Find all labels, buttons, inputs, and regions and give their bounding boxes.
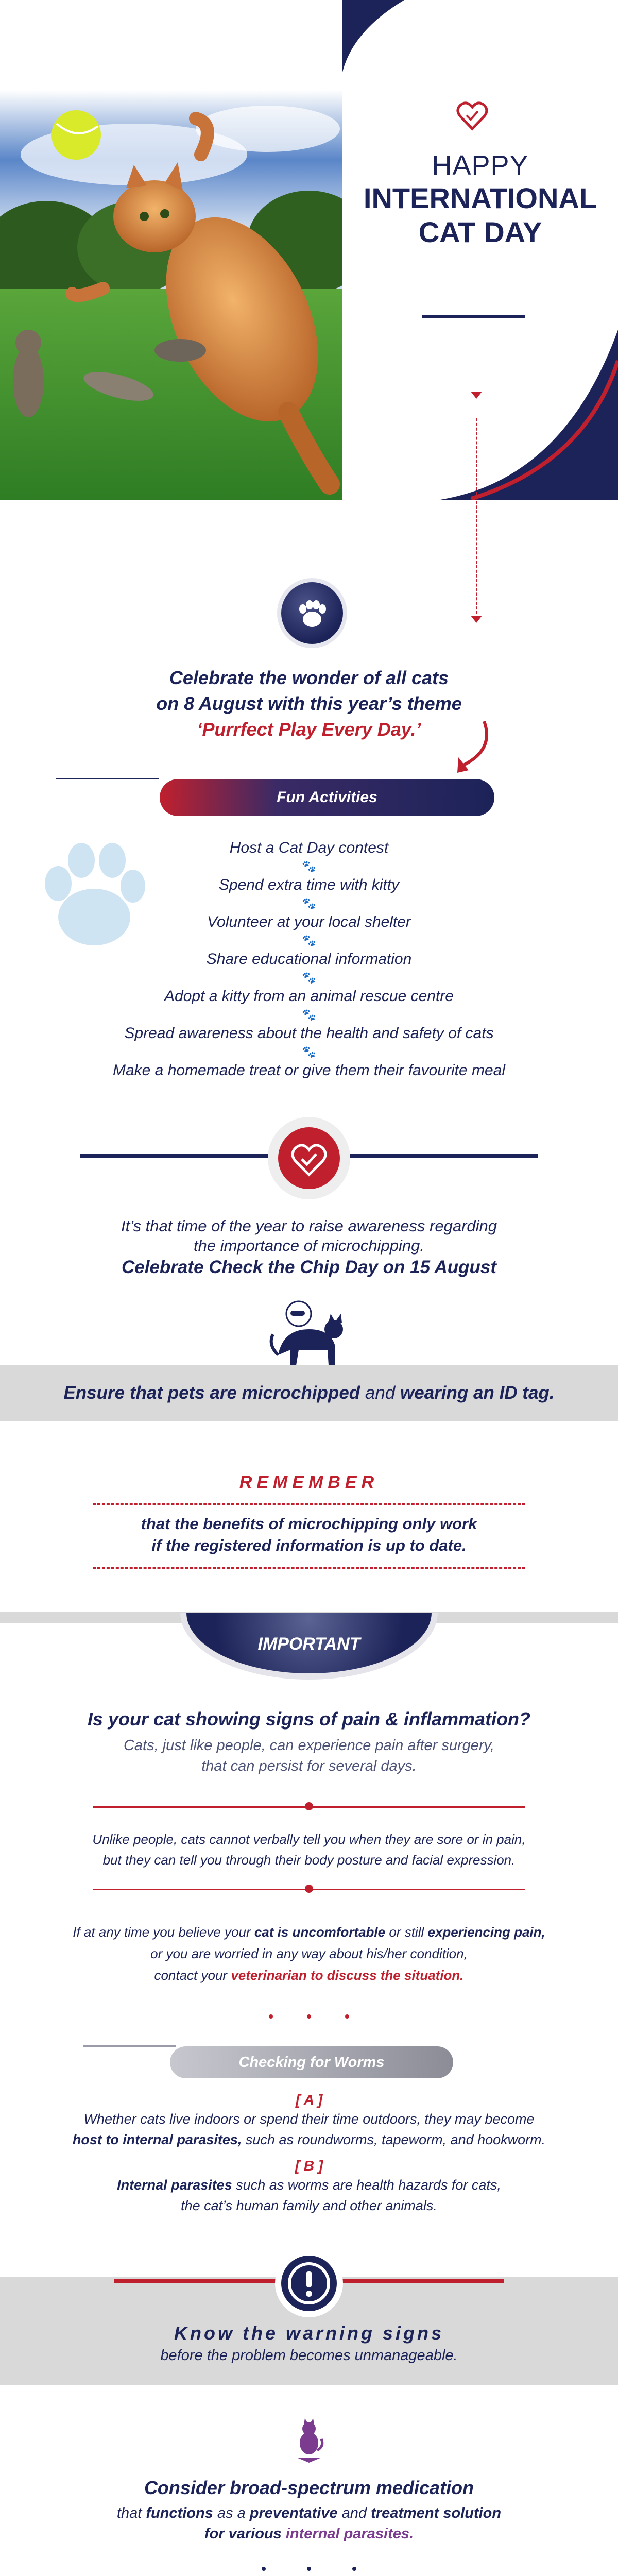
band-text-b: and: [360, 1383, 401, 1403]
worms-a2: [0, 2132, 618, 2148]
arrow-down-icon: [471, 616, 482, 623]
fun-activities-list: [0, 839, 618, 1080]
microchip-band-text: [0, 1365, 618, 1421]
p2a-part2: cat is uncomfortable: [254, 1924, 386, 1940]
divider-dot: [305, 1802, 313, 1810]
p2a-part1: If at any time you believe your: [73, 1924, 254, 1940]
worms-b1: [0, 2177, 618, 2193]
hero-navy-swoosh: [342, 0, 618, 500]
chip-line2: the importance of microchipping.: [193, 1236, 424, 1255]
medication-line2: [0, 2526, 618, 2543]
arrow-down-icon: [471, 392, 482, 399]
paw-divider-icon: 🐾: [302, 934, 316, 947]
important-p1b: but they can tell you through their body posture and facial expression.: [102, 1852, 516, 1868]
hero-title-line3: CAT DAY: [418, 216, 542, 248]
worms-banner: Checking for Worms: [170, 2046, 453, 2078]
important-p1a: Unlike people, cats cannot verbally tell you when they are sore or in pain,: [92, 1832, 526, 1847]
med-l1-6: treatment solution: [371, 2505, 502, 2521]
med-l1-2: functions: [146, 2505, 213, 2521]
p2a-part3: or still: [385, 1924, 428, 1940]
list-item: Host a Cat Day contest: [229, 839, 389, 856]
list-item: Share educational information: [206, 951, 412, 968]
worms-rule: [83, 2045, 176, 2047]
list-item: Spend extra time with kitty: [218, 876, 400, 893]
sitting-cat-icon: [290, 2416, 328, 2463]
paw-divider-icon: 🐾: [302, 860, 316, 873]
important-p2a: [0, 1922, 618, 1942]
medication-line1: [0, 2505, 618, 2522]
paw-icon: [281, 582, 343, 644]
hero-section: [0, 0, 618, 500]
med-l1-1: that: [116, 2505, 146, 2521]
worms-b-label: [ B ]: [295, 2158, 323, 2174]
p2c-part1: contact your: [154, 1968, 231, 1983]
chip-line3: Celebrate Check the Chip Day on 15 August: [121, 1257, 497, 1277]
celebrate-line2: on 8 August with this year’s theme: [156, 693, 462, 714]
heart-logo-icon: [454, 98, 490, 134]
fun-activities-rule: [56, 778, 159, 779]
paw-divider-icon: 🐾: [302, 897, 316, 910]
p2c-part2: veterinarian to discuss the situation.: [231, 1968, 464, 1983]
hero-cat-photo: [0, 0, 342, 500]
worms-b1-rest: such as worms are health hazards for cats,: [232, 2177, 501, 2193]
microchip-band: [0, 1365, 618, 1421]
list-item: Volunteer at your local shelter: [207, 913, 411, 930]
warning-sub: before the problem becomes unmanageable.: [160, 2347, 458, 2364]
paw-divider-icon: 🐾: [302, 1008, 316, 1021]
fun-activities-banner: Fun Activities: [160, 779, 494, 816]
worms-b2: the cat’s human family and other animals.: [181, 2198, 437, 2213]
hero-title-underline: [422, 315, 525, 318]
band-text-c: wearing an ID tag.: [400, 1383, 555, 1403]
band-text-a: Ensure that pets are microchipped: [63, 1383, 360, 1403]
dashed-rule: [93, 1567, 525, 1569]
divider-right: [345, 1154, 538, 1158]
dot-separator: [307, 2567, 311, 2571]
p2a-part4: experiencing pain,: [427, 1924, 545, 1940]
med-l2-1: for various: [204, 2526, 286, 2542]
dot-separator: [345, 2014, 349, 2019]
important-p2b: or you are worried in any way about his/her condition,: [150, 1946, 468, 1961]
important-question: Is your cat showing signs of pain & inflammation?: [87, 1708, 531, 1730]
divider-left: [80, 1154, 273, 1158]
paw-badge: [281, 582, 343, 644]
remember-title: REMEMBER: [239, 1472, 379, 1492]
dot-separator: [352, 2567, 356, 2571]
list-item: Adopt a kitty from an animal rescue centre: [164, 988, 454, 1005]
divider-dot: [305, 1885, 313, 1893]
important-title: IMPORTANT: [258, 1634, 360, 1654]
exclamation-icon: [281, 2256, 337, 2311]
cat-microchip-icon: [268, 1298, 350, 1370]
heart-icon: [278, 1127, 340, 1189]
celebrate-line1: Celebrate the wonder of all cats: [169, 667, 449, 688]
med-l1-3: as a: [213, 2505, 250, 2521]
paw-divider-icon: 🐾: [302, 1045, 316, 1058]
worms-a2-rest: such as roundworms, tapeworm, and hookworm.: [242, 2132, 546, 2147]
important-p2c: [0, 1965, 618, 1986]
worms-a1: Whether cats live indoors or spend their time outdoors, they may become: [83, 2111, 535, 2127]
warning-title: Know the warning signs: [174, 2323, 444, 2344]
list-item: Make a homemade treat or give them their favourite meal: [112, 1062, 506, 1079]
med-l1-4: preventative: [249, 2505, 338, 2521]
celebrate-theme: ‘Purrfect Play Every Day.’: [197, 719, 421, 740]
heart-badge: [278, 1127, 340, 1189]
worms-a2-bold: host to internal parasites,: [72, 2132, 242, 2147]
curved-arrow-icon: [448, 719, 494, 781]
chip-line1: It’s that time of the year to raise awareness regarding: [121, 1217, 497, 1235]
dashed-rule: [93, 1503, 525, 1505]
warning-badge: [281, 2256, 337, 2311]
list-item: Spread awareness about the health and safety of cats: [124, 1025, 494, 1042]
med-l1-5: and: [337, 2505, 371, 2521]
important-sub2: that can persist for several days.: [201, 1758, 417, 1774]
dashed-connector: [476, 418, 477, 614]
remember-line2: if the registered information is up to date.: [151, 1536, 467, 1554]
paw-divider-icon: 🐾: [302, 971, 316, 984]
dot-separator: [262, 2567, 266, 2571]
med-l2-2: internal parasites.: [285, 2526, 414, 2542]
hero-title-line1: HAPPY: [432, 150, 529, 181]
hero-title: [342, 149, 618, 249]
medication-title: Consider broad-spectrum medication: [144, 2477, 474, 2498]
worms-a-label: [ A ]: [295, 2092, 323, 2108]
remember-line1: that the benefits of microchipping only work: [141, 1515, 477, 1533]
dot-separator: [269, 2014, 273, 2019]
hero-title-line2: INTERNATIONAL: [363, 182, 597, 214]
important-sub1: Cats, just like people, can experience pain after surgery,: [123, 1737, 494, 1754]
dot-separator: [307, 2014, 311, 2019]
worms-b1-bold: Internal parasites: [117, 2177, 232, 2193]
